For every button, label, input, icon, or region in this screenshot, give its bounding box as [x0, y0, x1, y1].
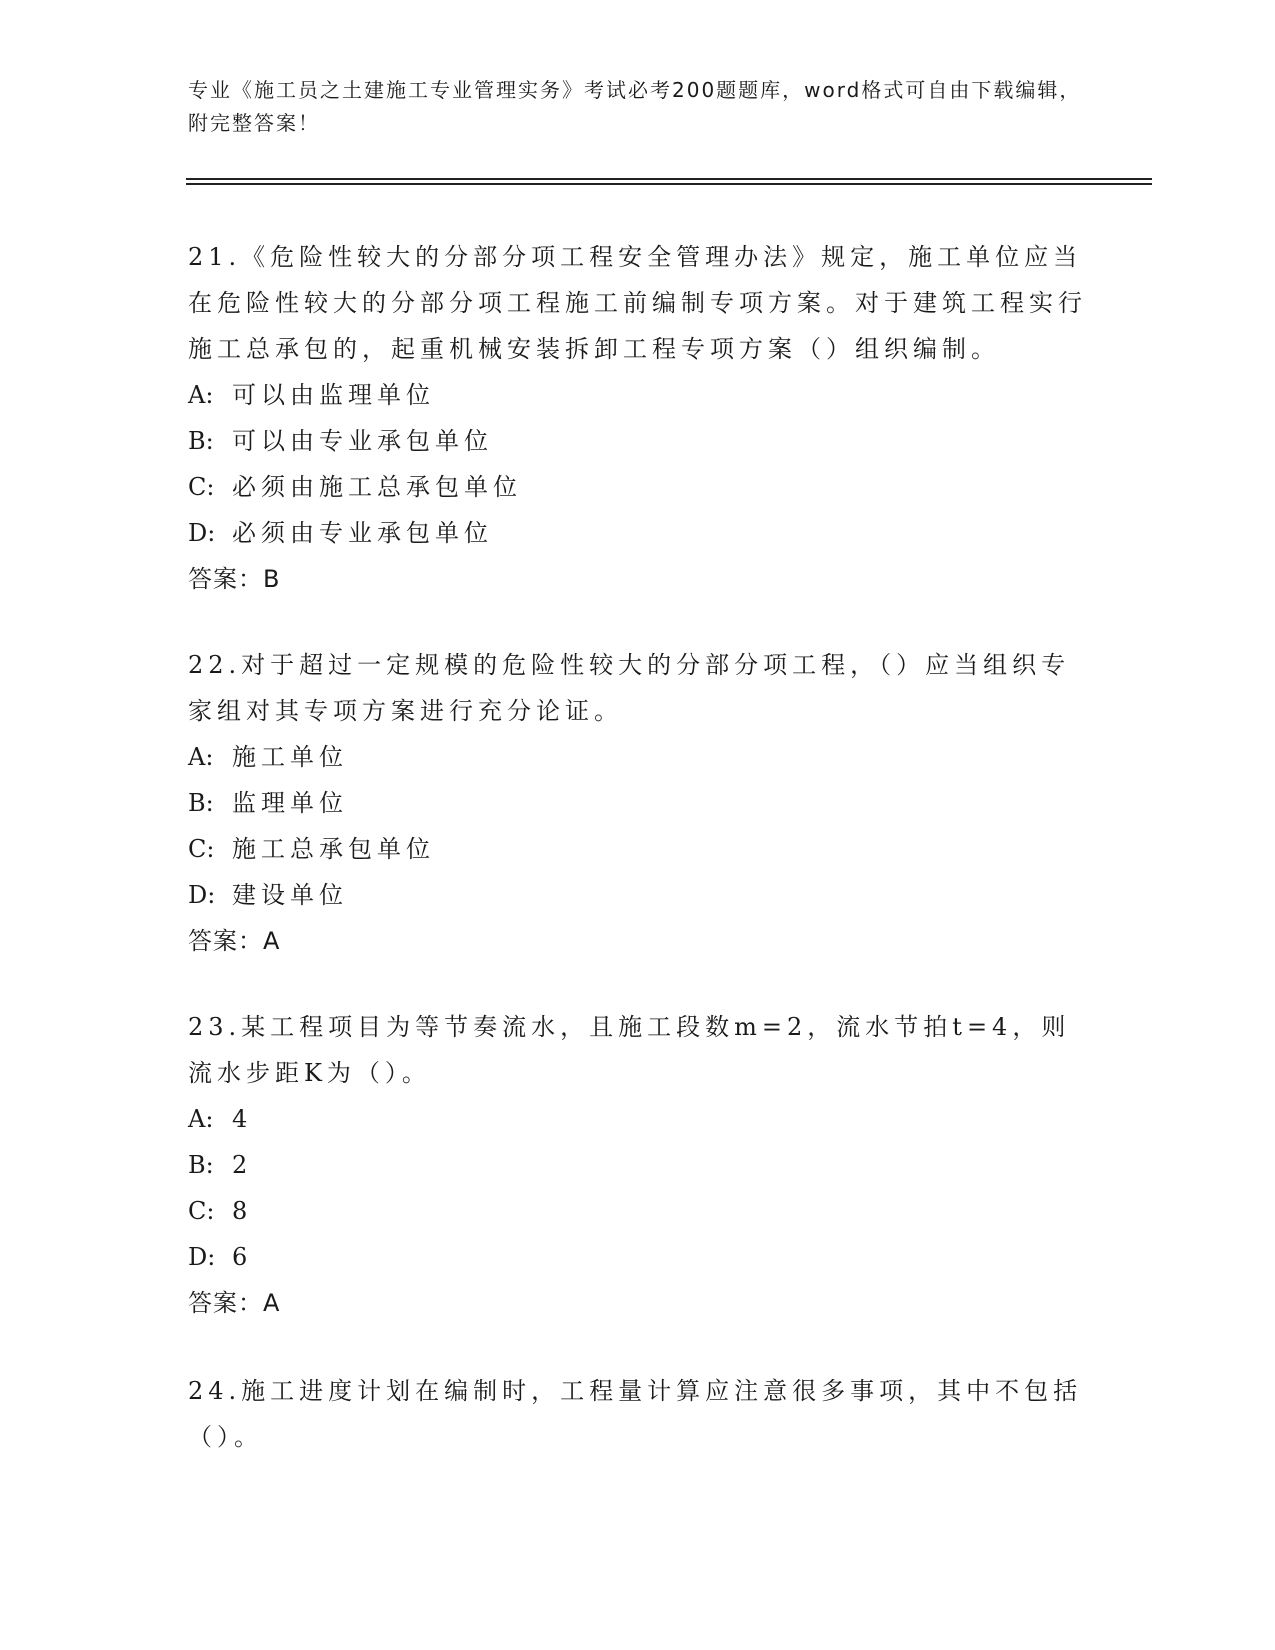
option-text: 施工单位 [232, 743, 348, 771]
option-text: 8 [232, 1197, 253, 1225]
option-text: 必须由专业承包单位 [232, 519, 493, 547]
question-stem: 23.某工程项目为等节奏流水，且施工段数m=2，流水节拍t=4，则流水步距K为（）。 [188, 1013, 1071, 1087]
option-key: B: [188, 789, 214, 817]
option-text: 可以由监理单位 [232, 381, 435, 409]
option-key: C: [188, 1197, 215, 1225]
option-d [188, 510, 1088, 556]
option-text: 6 [232, 1243, 253, 1271]
option-key: A: [188, 381, 214, 409]
question-stem: 24.施工进度计划在编制时，工程量计算应注意很多事项，其中不包括（）。 [188, 1377, 1083, 1451]
question-22 [188, 642, 1088, 964]
option-text: 可以由专业承包单位 [232, 427, 493, 455]
option-c [188, 1188, 1088, 1234]
option-key: A: [188, 1105, 214, 1133]
option-a [188, 734, 1088, 780]
header-divider-bottom [186, 183, 1152, 185]
question-stem: 21.《危险性较大的分部分项工程安全管理办法》规定，施工单位应当在危险性较大的分部分项工程施工前编制专项方案。对于建筑工程实行施工总承包的，起重机械安装拆卸工程专项方案（）组织编制。 [188, 243, 1087, 363]
option-a [188, 1096, 1088, 1142]
option-b [188, 1142, 1088, 1188]
option-text: 施工总承包单位 [232, 835, 435, 863]
option-text: 建设单位 [232, 881, 348, 909]
option-key: D: [188, 1243, 216, 1271]
option-d [188, 872, 1088, 918]
option-text: 2 [232, 1151, 253, 1179]
option-key: C: [188, 835, 215, 863]
document-header: 专业《施工员之土建施工专业管理实务》考试必考200题题库，word格式可自由下载编辑，附完整答案！ [188, 78, 1082, 135]
option-b [188, 780, 1088, 826]
option-text: 必须由施工总承包单位 [232, 473, 522, 501]
option-key: B: [188, 427, 214, 455]
option-key: B: [188, 1151, 214, 1179]
question-21 [188, 234, 1088, 602]
option-b [188, 418, 1088, 464]
option-c [188, 464, 1088, 510]
option-key: A: [188, 743, 214, 771]
option-d [188, 1234, 1088, 1280]
question-stem: 22.对于超过一定规模的危险性较大的分部分项工程，（）应当组织专家组对其专项方案进行充分论证。 [188, 651, 1071, 725]
header-divider-top [186, 178, 1152, 180]
option-key: C: [188, 473, 215, 501]
question-24 [188, 1368, 1088, 1460]
option-key: D: [188, 519, 216, 547]
option-a [188, 372, 1088, 418]
option-text: 4 [232, 1105, 253, 1133]
option-c [188, 826, 1088, 872]
option-key: D: [188, 881, 216, 909]
answer-line: 答案：A [188, 1289, 281, 1317]
answer-line: 答案：A [188, 927, 281, 955]
option-text: 监理单位 [232, 789, 348, 817]
answer-line: 答案：B [188, 565, 281, 593]
question-23 [188, 1004, 1088, 1326]
